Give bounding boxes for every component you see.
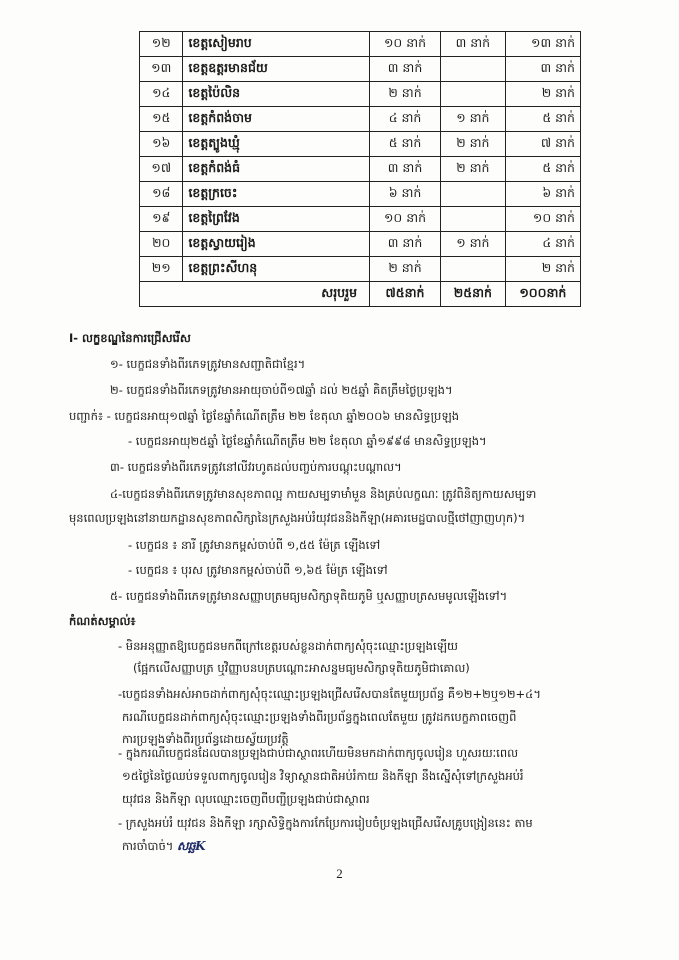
male-count: ១ នាក់: [441, 232, 506, 257]
male-count: [441, 82, 506, 107]
row-number: ១៩: [140, 207, 183, 232]
total-total: ១០០នាក់: [505, 282, 580, 307]
criterion-4: ៤-បេក្ខជនទាំងពីរភេទត្រូវមានសុខភាពល្អ កាយសម្បទាមាំមួន និងគ្រប់លក្ខណៈ ត្រូវពិនិត្យកាយសម្បទា: [110, 487, 537, 501]
male-count: [441, 182, 506, 207]
criterion-2: ២- បេក្ខជនទាំងពីរភេទត្រូវមានអាយុចាប់ពី១៧ឆ្នាំ ដល់ ២៥ឆ្នាំ គិតត្រឹមថ្ងៃប្រឡង។: [110, 383, 453, 397]
table-row: [140, 182, 581, 207]
province-name: ខេត្តឧត្តរមានជ័យ: [183, 57, 370, 82]
table-row: [140, 257, 581, 282]
row-number: ១៨: [140, 182, 183, 207]
table-row: [140, 207, 581, 232]
total-count: ២ នាក់: [505, 82, 580, 107]
male-count: ៣ នាក់: [441, 32, 506, 57]
female-count: ៣ នាក់: [370, 57, 441, 82]
note-1-cont: (ផ្អែកលើសញ្ញាបត្រ ឬវិញ្ញាបនបត្របណ្តោះអាសន្នមធ្យមសិក្សាទុតិយភូមិជាគោល): [133, 661, 470, 675]
province-name: ខេត្តព្រៃវែង: [183, 207, 370, 232]
row-number: ១៤: [140, 82, 183, 107]
total-count: ៥ នាក់: [505, 157, 580, 182]
province-name: ខេត្តត្បូងឃ្មុំ: [183, 132, 370, 157]
total-count: ១៣ នាក់: [505, 32, 580, 57]
female-count: ២ នាក់: [370, 257, 441, 282]
male-count: ២ នាក់: [441, 157, 506, 182]
table-row: [140, 132, 581, 157]
total-male: ២៥នាក់: [441, 282, 506, 307]
total-count: ៦ នាក់: [505, 182, 580, 207]
criterion-note-2: - បេក្ខជនអាយុ២៥ឆ្នាំ ថ្ងៃខែឆ្នាំកំណើតត្រឹម ២២ ខែតុលា ឆ្នាំ១៩៩៨ មានសិទ្ធប្រឡង។: [128, 434, 487, 448]
female-count: ៥ នាក់: [370, 132, 441, 157]
province-name: ខេត្តព្រះសីហនុ: [183, 257, 370, 282]
female-count: ៦ នាក់: [370, 182, 441, 207]
male-count: [441, 57, 506, 82]
criterion-note-1: បញ្ជាក់៖ - បេក្ខជនអាយុ១៧ឆ្នាំ ថ្ងៃខែឆ្នាំកំណើតត្រឹម ២២ ខែតុលា ឆ្នាំ២០០៦ មានសិទ្ធប្រឡង: [69, 409, 460, 423]
note-2: -បេក្ខជនទាំងអស់អាចដាក់ពាក្យសុំចុះឈ្មោះប្រឡងជ្រើសរើសបានតែមួយប្រព័ន្ធ គឺ១២+២ឬ១២+៤។: [118, 687, 541, 701]
criterion-height-male: - បេក្ខជន ៖ បុរស ត្រូវមានកម្ពស់ចាប់ពី ១,៦៥ ម៉ែត្រ ឡើងទៅ: [128, 563, 388, 577]
row-number: ១២: [140, 32, 183, 57]
male-count: ២ នាក់: [441, 132, 506, 157]
total-count: ៧ នាក់: [505, 132, 580, 157]
criterion-height-female: - បេក្ខជន ៖ នារី ត្រូវមានកម្ពស់ចាប់ពី ១,៥៥ ម៉ែត្រ ឡើងទៅ: [128, 538, 381, 552]
total-female: ៧៥នាក់: [370, 282, 441, 307]
female-count: ២ នាក់: [370, 82, 441, 107]
criterion-3: ៣- បេក្ខជនទាំងពីរភេទត្រូវនៅលីវរហូតដល់បញ្ចប់ការបណ្តុះបណ្តាល។: [110, 460, 402, 474]
signature-initials: សឆ្ឆK: [177, 839, 206, 853]
row-number: ១៧: [140, 157, 183, 182]
note-4: - ក្រសួងអប់រំ យុវជន និងកីឡា រក្សាសិទ្ធិក្នុងការកែប្រែការរៀបចំប្រឡងជ្រើសរើសគ្រូបង្រៀននេះ តាម: [118, 816, 533, 830]
male-count: ១ នាក់: [441, 107, 506, 132]
quota-table: [139, 31, 581, 307]
province-name: ខេត្តស្វាយរៀង: [183, 232, 370, 257]
section-heading: I- លក្ខខណ្ឌនៃការជ្រើសរើស: [69, 331, 191, 345]
note-4-cont: [0, 838, 679, 854]
table-row: [140, 157, 581, 182]
quota-table-body: [140, 32, 581, 307]
total-count: ២ នាក់: [505, 257, 580, 282]
female-count: ៣ នាក់: [370, 232, 441, 257]
note-3: - ក្នុងករណីបេក្ខជនដែលបានប្រឡងជាប់ជាស្ថាពរហើយមិនមកដាក់ពាក្យចូលរៀន ហួសរយៈពេល: [118, 746, 519, 760]
province-name: ខេត្តសៀមរាប: [183, 32, 370, 57]
province-name: ខេត្តប៉ៃលិន: [183, 82, 370, 107]
note-3-cont-1: ១៥ថ្ងៃនៃថ្ងៃឈប់ទទួលពាក្យចូលរៀន វិទ្យាស្ថានជាតិអប់រំកាយ និងកីឡា នឹងស្នើសុំទៅក្រសួងអប់រំ: [122, 769, 524, 783]
total-count: ១០ នាក់: [505, 207, 580, 232]
female-count: ៤ នាក់: [370, 107, 441, 132]
note-2-cont-2: ការប្រឡងទាំងពីរប្រព័ន្ធដោយស្វ័យប្រវត្តិ: [122, 732, 289, 746]
notes-heading: កំណត់សម្គាល់៖: [69, 614, 136, 628]
female-count: ១០ នាក់: [370, 32, 441, 57]
table-row: [140, 107, 581, 132]
row-number: ១៦: [140, 132, 183, 157]
total-label: សរុបរួម: [140, 282, 370, 307]
female-count: ៣ នាក់: [370, 157, 441, 182]
criterion-1: ១- បេក្ខជនទាំងពីរភេទត្រូវមានសញ្ជាតិជាខ្មែរ។: [110, 357, 306, 371]
province-name: ខេត្តកំពង់ចាម: [183, 107, 370, 132]
table-row: [140, 32, 581, 57]
female-count: ១០ នាក់: [370, 207, 441, 232]
note-4-cont-text: ការចាំបាច់។: [122, 839, 174, 853]
table-row: [140, 232, 581, 257]
note-2-cont-1: ករណីបេក្ខជនដាក់ពាក្យសុំចុះឈ្មោះប្រឡងទាំងពីរប្រព័ន្ធក្នុងពេលតែមួយ ត្រូវដកបេក្ខភាពចេញពី: [122, 710, 517, 724]
page-number: 2: [336, 866, 343, 881]
province-name: ខេត្តក្រចេះ: [183, 182, 370, 207]
male-count: [441, 207, 506, 232]
male-count: [441, 257, 506, 282]
row-number: ១៣: [140, 57, 183, 82]
criterion-5: ៥- បេក្ខជនទាំងពីរភេទត្រូវមានសញ្ញាបត្រមធ្យមសិក្សាទុតិយភូមិ ឬសញ្ញាបត្រសមមូលឡើងទៅ។: [110, 589, 508, 603]
total-count: ៤ នាក់: [505, 232, 580, 257]
note-3-cont-2: យុវជន និងកីឡា លុបឈ្មោះចេញពីបញ្ជីប្រឡងជាប់ជាស្ថាពរ: [122, 792, 370, 806]
note-1: - មិនអនុញ្ញាតឱ្យបេក្ខជនមកពីក្រៅខេត្តរបស់ខ្លួនដាក់ពាក្យសុំចុះឈ្មោះប្រឡងឡើយ: [118, 639, 458, 653]
total-count: ៥ នាក់: [505, 107, 580, 132]
row-number: ២០: [140, 232, 183, 257]
table-row: [140, 57, 581, 82]
province-name: ខេត្តកំពង់ធំ: [183, 157, 370, 182]
table-row: [140, 82, 581, 107]
criterion-4-cont: មុនពេលប្រឡងនៅនាយកដ្ឋានសុខភាពសិក្សានៃក្រសួងអប់រំយុវជននិងកីឡា(អគារមេដ្ឋបាលថ្មីថៅញាញហុក)។: [69, 511, 526, 525]
total-count: ៣ នាក់: [505, 57, 580, 82]
row-number: ១៥: [140, 107, 183, 132]
row-number: ២១: [140, 257, 183, 282]
total-row: [140, 282, 581, 307]
